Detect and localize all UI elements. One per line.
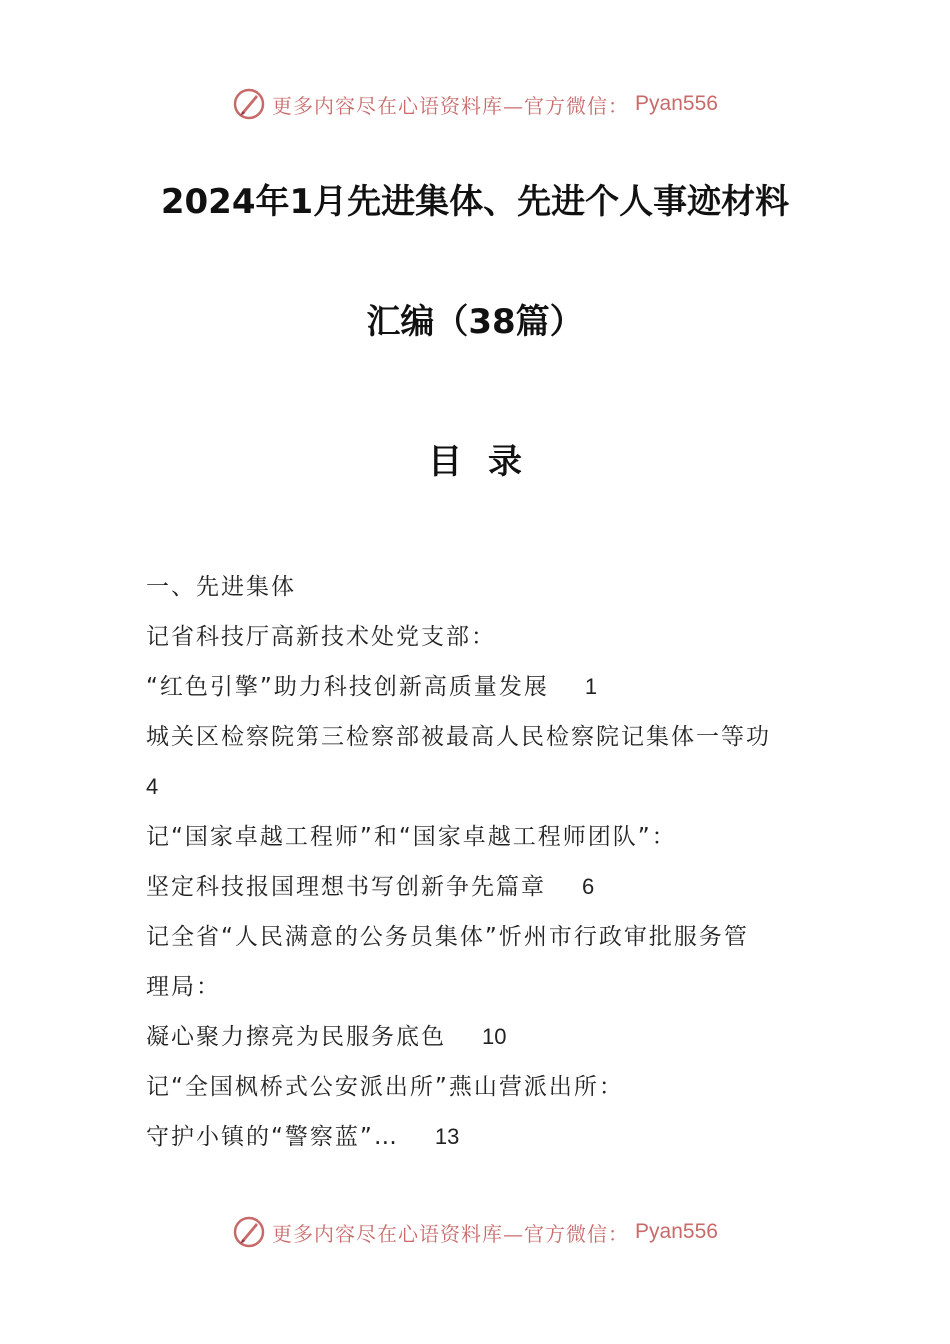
header-watermark [0,84,950,124]
watermark-wechat-id: Pyan556 [635,92,718,115]
footer-watermark [0,1212,950,1252]
toc-page-number: 4 [146,774,159,799]
toc-entry-text: 记省科技厅高新技术处党支部： [146,624,496,650]
toc-entry[interactable] [146,920,816,970]
toc-entry[interactable] [146,770,816,820]
toc-entry[interactable] [146,870,816,920]
toc-entry-text: 记“全国枫桥式公安派出所”燕山营派出所： [146,1074,624,1100]
toc-entry[interactable] [146,620,816,670]
toc-entry[interactable] [146,970,816,1020]
toc-entry[interactable] [146,1120,816,1170]
toc-page-number: 1 [584,674,598,699]
toc-entry[interactable] [146,720,816,770]
toc-entry-text: 坚定科技报国理想书写创新争先篇章 [146,874,546,900]
watermark-wechat-id: Pyan556 [635,1220,718,1243]
toc-section-heading [146,570,816,620]
toc-entry[interactable] [146,820,816,870]
toc-entry-text: 凝心聚力擦亮为民服务底色 [146,1024,446,1050]
feather-pen-logo-icon [232,87,266,121]
document-title-line1: 2024年1月先进集体、先进个人事迹材料 [160,182,790,222]
toc-section-label: 一、先进集体 [146,574,296,600]
toc-entry[interactable] [146,1020,816,1070]
toc-entry-text: 记全省“人民满意的公务员集体”忻州市行政审批服务管 [146,924,749,950]
watermark-text: 更多内容尽在心语资料库—官方微信： [272,93,630,118]
watermark-text: 更多内容尽在心语资料库—官方微信： [272,1221,630,1246]
toc-entry-text: 记“国家卓越工程师”和“国家卓越工程师团队”： [146,824,677,850]
toc-entry-text: 城关区检察院第三检察部被最高人民检察院记集体一等功 [146,724,771,750]
toc-page-number: 6 [582,874,595,899]
feather-pen-logo-icon [232,1215,266,1249]
toc-entry-text: 守护小镇的“警察蓝”… [146,1124,399,1150]
toc-page-number: 13 [434,1124,460,1149]
toc-entry[interactable] [146,670,816,720]
toc-page-number: 10 [482,1024,507,1049]
document-title-line2: 汇编（38篇） [366,302,584,342]
toc-entry[interactable] [146,1070,816,1120]
table-of-contents [146,570,816,1170]
toc-entry-text: 理局： [146,974,221,1000]
toc-entry-text: “红色引擎”助力科技创新高质量发展 [146,674,549,700]
toc-heading: 目录 [428,442,548,482]
